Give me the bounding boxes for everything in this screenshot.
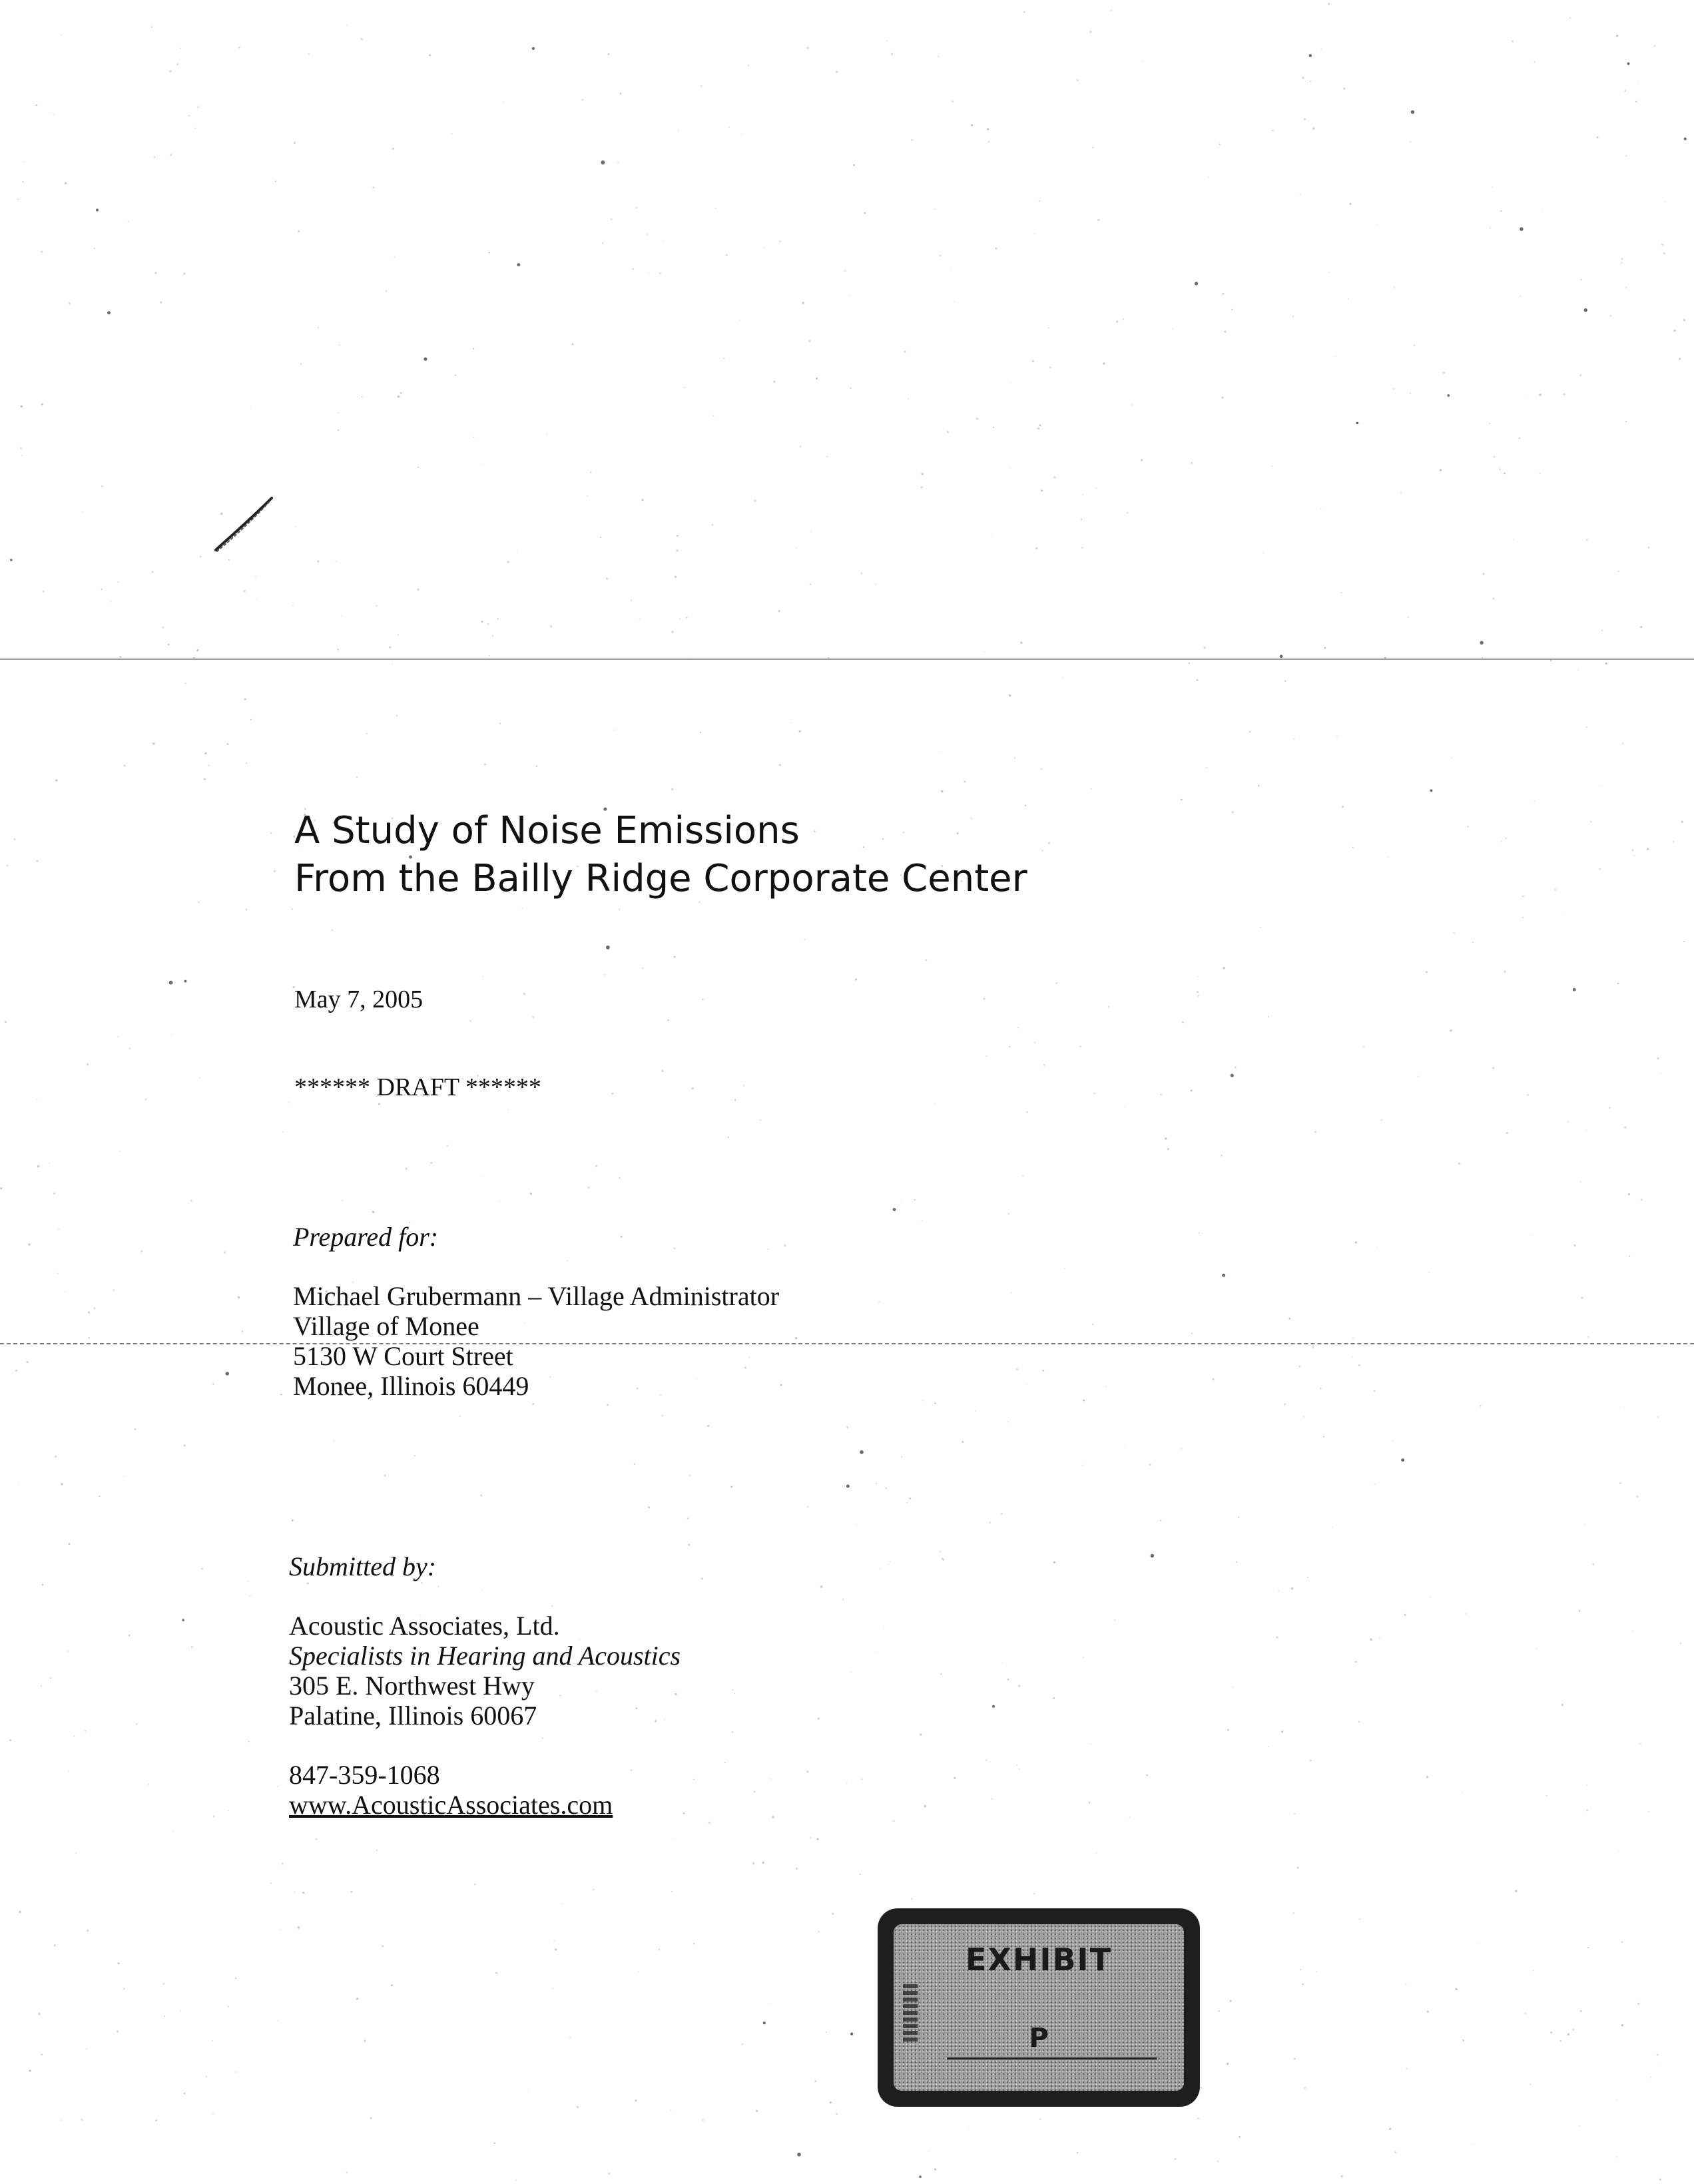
company-website-link[interactable]: www.AcousticAssociates.com [289, 1790, 613, 1820]
submitted-by-heading: Submitted by: [289, 1551, 437, 1581]
draft-marker: ****** DRAFT ****** [294, 1073, 541, 1101]
pen-mark [210, 493, 277, 559]
company-name: Acoustic Associates, Ltd. [289, 1611, 560, 1641]
report-title-line-1: A Study of Noise Emissions [294, 809, 800, 852]
prepared-for-block [293, 1222, 779, 1401]
submitted-by-block [289, 1551, 681, 1820]
exhibit-stamp-title: EXHIBIT [965, 1942, 1113, 1978]
recipient-name: Michael Grubermann – Village Administrator [293, 1281, 780, 1311]
prepared-for-heading: Prepared for: [293, 1222, 439, 1252]
exhibit-stamp-letter: P [1029, 2023, 1049, 2053]
recipient-organization: Village of Monee [293, 1311, 479, 1341]
company-city: Palatine, Illinois 60067 [289, 1701, 537, 1731]
company-tagline: Specialists in Hearing and Acoustics [289, 1641, 681, 1671]
recipient-city: Monee, Illinois 60449 [293, 1371, 529, 1401]
exhibit-stamp-line [947, 2057, 1157, 2059]
company-phone: 847-359-1068 [289, 1760, 440, 1790]
recipient-street: 5130 W Court Street [293, 1341, 513, 1371]
report-date: May 7, 2005 [294, 985, 424, 1013]
exhibit-stamp [878, 1908, 1200, 2107]
exhibit-stamp-face [894, 1924, 1184, 2091]
scan-divider-top [0, 659, 1694, 660]
report-title-line-2: From the Bailly Ridge Corporate Center [294, 857, 1027, 900]
report-title [294, 807, 1027, 903]
scan-divider-middle [0, 1343, 1694, 1344]
company-street: 305 E. Northwest Hwy [289, 1671, 535, 1701]
